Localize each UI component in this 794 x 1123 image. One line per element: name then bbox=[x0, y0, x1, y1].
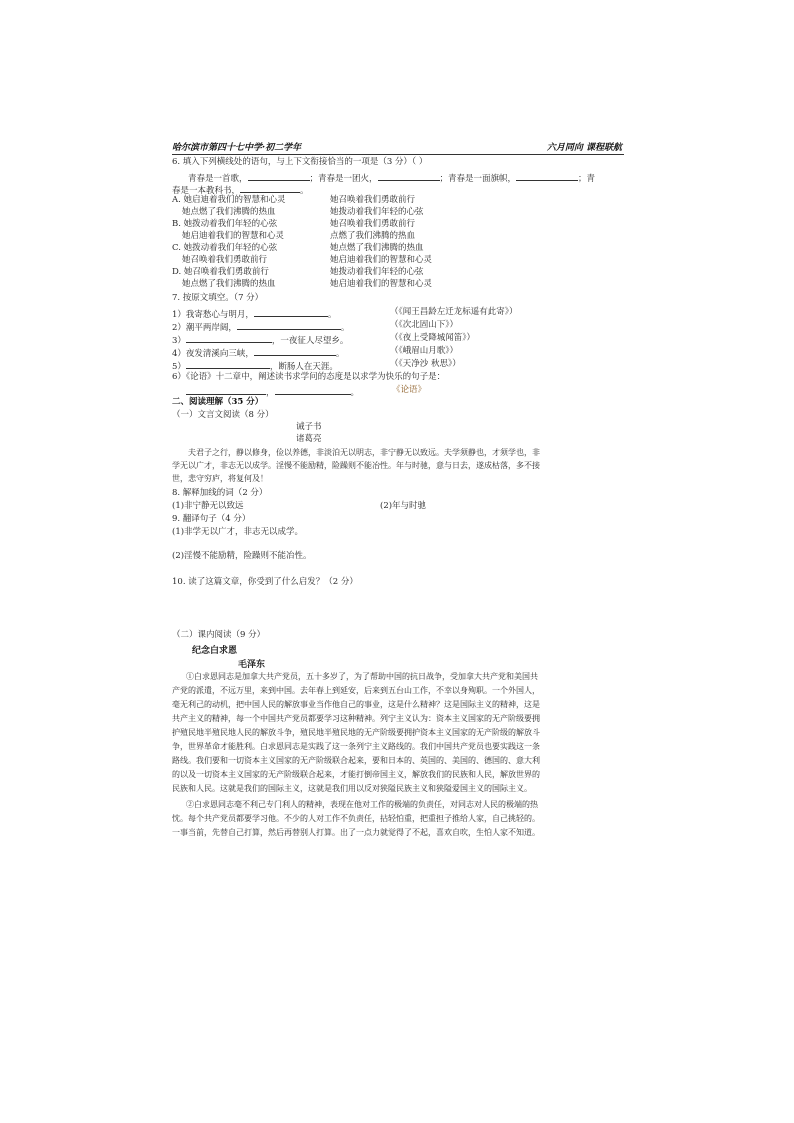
q6-option-a-right: 她召唤着我们勇敢前行 bbox=[330, 195, 416, 205]
q6-option-d-right: 她拨动着我们年轻的心弦 bbox=[330, 267, 424, 277]
q7-item-4: 4）夜发清溪向三峡， 。 bbox=[172, 346, 344, 360]
header-divider bbox=[172, 154, 624, 155]
q6-line1: 青春是一首歌， ；青春是一团火， ；青春是一面旗帜， ；青 bbox=[188, 171, 595, 185]
q7-src-3: （《夜上受降城闻笛》） bbox=[390, 333, 476, 343]
q7-item-6-blanks: ， 。 bbox=[186, 385, 359, 399]
essay-line-2: 学无以广才，非志无以成学。淫慢不能励精，险躁则不能冶性。年与时驰，意与日去，遂成枯落，多不接 bbox=[172, 461, 540, 470]
q7-src-5: （《天净沙 秋思》） bbox=[390, 359, 461, 369]
q7-item-1: 1）我寄愁心与明月， 。 bbox=[172, 307, 336, 321]
q7-src-1: （《闻王昌龄左迁龙标遥有此寄》） bbox=[390, 307, 518, 317]
reading-p1-line-5: 护殖民地半殖民地人民的解放斗争，殖民地半殖民地的无产阶级要拥护资本主义国家的无产阶级的解放斗 bbox=[172, 728, 540, 737]
q6-blank-1[interactable] bbox=[248, 171, 310, 181]
q6-option-b-left2: 她启迪着我们的智慧和心灵 bbox=[182, 231, 285, 241]
reading-p1-line-2: 产党的派遣，不远万里，来到中国。去年春上到延安，后来到五台山工作，不幸以身殉职。一个外国人， bbox=[172, 686, 540, 695]
q6-blank-2[interactable] bbox=[378, 171, 440, 181]
essay-line-1: 夫君子之行，静以修身，俭以养德，非淡泊无以明志，非宁静无以致远。夫学须静也，才须学也，非 bbox=[188, 448, 540, 457]
header-motto: 六月同向 课程联航 bbox=[546, 143, 622, 153]
q6-option-a-left2: 她点燃了我们沸腾的热血 bbox=[182, 207, 276, 217]
essay-line-3: 世，悲守穷庐，将复何及！ bbox=[172, 474, 268, 483]
q7-blank-3[interactable] bbox=[186, 333, 272, 343]
section-2-sub2: （二）课内阅读（9 分） bbox=[172, 630, 266, 640]
essay-author: 诸葛亮 bbox=[296, 434, 322, 444]
q7-blank-4[interactable] bbox=[254, 346, 336, 356]
q9-item-2: (2)淫慢不能励精，险躁则不能冶性。 bbox=[172, 551, 312, 561]
reading-p2-line-3: 一事当前，先替自己打算，然后再替别人打算。出了一点力就觉得了不起，喜欢自吹，生怕人家不知道。 bbox=[172, 828, 540, 837]
reading-p1-line-6: 争，世界革命才能胜利。白求恩同志是实践了这一条列宁主义路线的。我们中国共产党员也要实践这一条 bbox=[172, 742, 540, 751]
reading-p1-line-9: 民族和人民。这就是我们的国际主义，这就是我们用以反对狭隘民族主义和狭隘爱国主义的国际主义。 bbox=[172, 784, 532, 793]
q7-item-6-source: 《论语》 bbox=[392, 385, 427, 395]
q7-src-4: （《峨眉山月歌》） bbox=[390, 346, 459, 356]
reading-p1-line-4: 共产主义的精神，每一个中国共产党员都要学习这种精神。列宁主义认为：资本主义国家的无产阶级要拥 bbox=[172, 714, 540, 723]
reading-p1-line-7: 路线。我们要和一切资本主义国家的无产阶级联合起来，要和日本的、英国的、美国的、德国的、意大利 bbox=[172, 756, 540, 765]
q7-item-2: 2）潮平两岸阔， 。 bbox=[172, 320, 349, 334]
q10-prompt: 10. 读了这篇文章，你受到了什么启发？（2 分） bbox=[172, 577, 358, 587]
q6-option-a-left: A. 她启迪着我们的智慧和心灵 bbox=[172, 195, 286, 205]
q6-option-c-right2: 她启迪着我们的智慧和心灵 bbox=[330, 255, 433, 265]
reading-title: 纪念白求恩 bbox=[192, 646, 238, 656]
q6-blank-3[interactable] bbox=[516, 171, 578, 181]
q6-option-c-left: C. 她拨动着我们年轻的心弦 bbox=[172, 243, 278, 253]
q6-option-b-right2: 点燃了我们沸腾的热血 bbox=[330, 231, 416, 241]
q6-option-d-left: D. 她召唤着我们勇敢前行 bbox=[172, 267, 269, 277]
section-2-sub1: （一）文言文阅读（8 分） bbox=[172, 410, 274, 420]
reading-p2-line-2: 忱。每个共产党员都要学习他。不少的人对工作不负责任，拈轻怕重，把重担子推给人家，自己挑轻的。 bbox=[172, 814, 540, 823]
q7-item-3: 3） ，一夜征人尽望乡。 bbox=[172, 333, 348, 347]
q6-option-a-right2: 她拨动着我们年轻的心弦 bbox=[330, 207, 424, 217]
q7-item-6: 6）《论语》十二章中，阐述读书求学问的态度是以求学为快乐的句子是： bbox=[172, 372, 446, 382]
q6-blank-4[interactable] bbox=[240, 183, 300, 193]
q7-prompt: 7. 按原文填空。（7 分） bbox=[172, 293, 264, 303]
q6-option-b-right: 她召唤着我们勇敢前行 bbox=[330, 219, 416, 229]
section-2-title: 二、阅读理解（35 分） bbox=[172, 397, 264, 407]
q7-blank-2[interactable] bbox=[237, 320, 341, 330]
reading-p1-line-1: ①白求恩同志是加拿大共产党员，五十多岁了，为了帮助中国的抗日战争，受加拿大共产党和美国共 bbox=[186, 672, 538, 681]
q6-line2: 春是一本教科书， 。 bbox=[172, 183, 309, 197]
q9-item-1: (1)非学无以广才，非志无以成学。 bbox=[172, 527, 304, 537]
q8-item-1: (1)非宁静无以致远 bbox=[172, 501, 244, 511]
q6-prompt: 6. 填入下列横线处的语句，与上下文衔接恰当的一项是（3 分）（ ） bbox=[172, 157, 428, 167]
q7-src-2: （《次北固山下》） bbox=[390, 320, 459, 330]
q7-blank-6a[interactable] bbox=[186, 385, 266, 395]
q6-option-c-right: 她点燃了我们沸腾的热血 bbox=[330, 243, 424, 253]
reading-p1-line-3: 毫无利己的动机，把中国人民的解放事业当作他自己的事业，这是什么精神？这是国际主义的精神，这是 bbox=[172, 700, 540, 709]
q6-option-b-left: B. 她拨动着我们年轻的心弦 bbox=[172, 219, 278, 229]
reading-author: 毛泽东 bbox=[238, 660, 266, 670]
q7-item-5: 5） ，断肠人在天涯。 bbox=[172, 359, 338, 373]
q7-blank-5[interactable] bbox=[186, 359, 270, 369]
q6-option-c-left2: 她召唤着我们勇敢前行 bbox=[182, 255, 268, 265]
school-name: 哈尔滨市第四十七中学·初二学年 bbox=[172, 143, 302, 153]
q8-prompt: 8. 解释加线的词（2 分） bbox=[172, 488, 268, 498]
essay-title: 诫子书 bbox=[296, 422, 322, 432]
q9-prompt: 9. 翻译句子（4 分） bbox=[172, 514, 251, 524]
reading-p2-line-1: ②白求恩同志毫不利己专门利人的精神，表现在他对工作的极端的负责任，对同志对人民的极端的热 bbox=[186, 800, 538, 809]
reading-p1-line-8: 的以及一切资本主义国家的无产阶级联合起来，才能打倒帝国主义，解放我们的民族和人民，解放世界的 bbox=[172, 770, 540, 779]
q7-blank-6b[interactable] bbox=[275, 385, 351, 395]
q8-item-2: (2)年与时驰 bbox=[380, 501, 427, 511]
q6-option-d-right2: 她启迪着我们的智慧和心灵 bbox=[330, 279, 433, 289]
q6-option-d-left2: 她点燃了我们沸腾的热血 bbox=[182, 279, 276, 289]
q7-blank-1[interactable] bbox=[254, 307, 328, 317]
page-header bbox=[172, 140, 622, 154]
